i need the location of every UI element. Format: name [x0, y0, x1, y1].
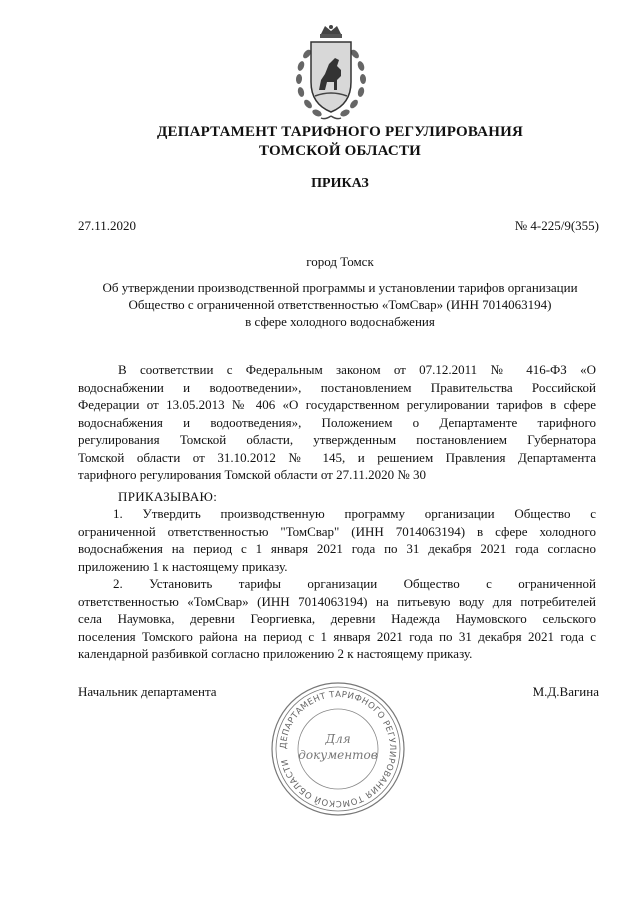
tomsk-region-coat-of-arms-icon: [285, 24, 377, 124]
preamble-line: регулирования Томской области, утвержденным постановлением Губернатора: [78, 432, 596, 447]
order-items: [78, 505, 596, 663]
stamp-ring-text: ДЕПАРТАМЕНТ ТАРИФНОГО РЕГУЛИРОВАНИЯ ТОМСКОЙ ОБЛАСТИ: [278, 689, 398, 809]
order-subject: [40, 279, 640, 330]
stamp-center-line1: Для: [325, 732, 351, 746]
subject-line: Об утверждении производственной программы и установлении тарифов организации: [102, 280, 578, 295]
stamp-center-line2: документов: [298, 748, 378, 762]
item-2-line: ответственностью «ТомСвар» (ИНН 7014063194) на питьевую воду для потребителей: [78, 593, 596, 609]
signatory-name: М.Д.Вагина: [532, 684, 599, 699]
item-1-line: 1. Утвердить производственную программу организации Общество с: [113, 506, 596, 521]
order-directive-word: ПРИКАЗЫВАЮ:: [118, 489, 218, 504]
preamble-line: водоснабжения и водоотведения», Положением о Департаменте тарифного: [78, 414, 596, 430]
order-date: 27.11.2020: [78, 218, 137, 233]
signatory-position: Начальник департамента: [78, 684, 217, 699]
official-stamp-seal: [268, 679, 408, 819]
item-1-line: приложению 1 к настоящему приказу.: [78, 558, 288, 574]
city-name: город Томск: [306, 254, 374, 269]
preamble-line: тарифного регулирования Томской области от 27.11.2020 № 30: [78, 467, 427, 482]
item-2-line: 2. Установить тарифы организации Общество с ограниченной: [113, 576, 596, 591]
department-name-line1: ДЕПАРТАМЕНТ ТАРИФНОГО РЕГУЛИРОВАНИЯ: [157, 124, 523, 140]
preamble-line: Томской области от 31.10.2012 № 145, и решением Правления Департамента: [78, 449, 596, 465]
subject-line: Общество с ограниченной ответственностью «ТомСвар» (ИНН 7014063194): [128, 297, 552, 312]
document-type-title: ПРИКАЗ: [311, 176, 369, 191]
preamble-line: Федерации от 13.05.2013 № 406 «О государственном регулировании тарифов в сфере: [78, 397, 596, 412]
item-1-line: ограниченной ответственностью "ТомСвар" (ИНН 7014063194) в сфере холодного: [78, 523, 596, 539]
preamble-paragraph: [78, 361, 596, 484]
preamble-line: водоснабжении и водоотведении», постановлением Правительства Российской: [78, 379, 596, 395]
department-name-line2: ТОМСКОЙ ОБЛАСТИ: [258, 143, 422, 159]
item-2-line: поселения Томского района на период с 1 января 2021 года по 31 декабря 2021 года с: [78, 628, 596, 644]
item-2-line: календарной разбивкой согласно приложению 2 к настоящему приказу.: [78, 646, 473, 661]
preamble-line: В соответствии с Федеральным законом от 07.12.2011 № 416-ФЗ «О: [118, 362, 596, 377]
subject-line: в сфере холодного водоснабжения: [245, 314, 435, 329]
item-2-line: села Наумовка, деревни Георгиевка, деревни Надежда Наумовского сельского: [78, 611, 596, 626]
item-1-line: водоснабжения на период с 1 января 2021 года по 31 декабря 2021 года согласно: [78, 541, 596, 556]
order-number: № 4-225/9(355): [514, 218, 599, 233]
